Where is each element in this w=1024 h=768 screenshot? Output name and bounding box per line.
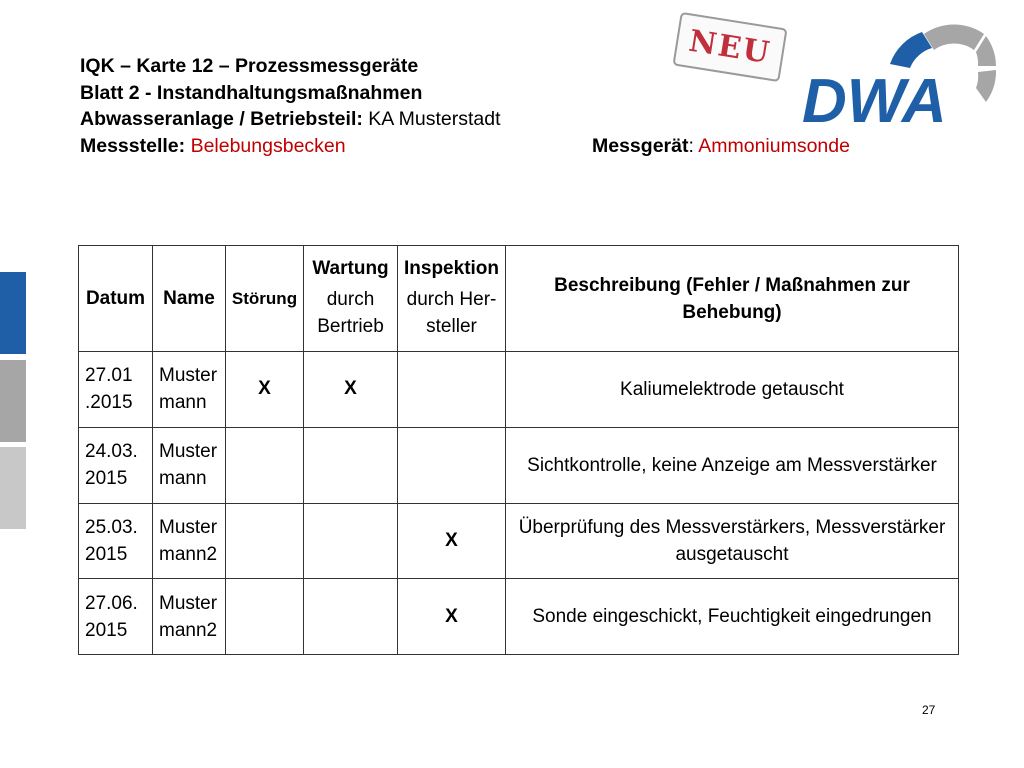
- cell-name: Muster mann: [153, 352, 226, 428]
- device-value: Ammoniumsonde: [698, 134, 850, 157]
- page-number: 27: [922, 703, 936, 717]
- sheet-title: Blatt 2 - Instandhaltungsmaßnahmen: [80, 81, 423, 104]
- cell-malfunction: [226, 503, 304, 579]
- header-maintenance: [304, 246, 398, 352]
- header-description: Beschreibung (Fehler / Maßnahmen zur Behebung): [506, 246, 959, 352]
- plant-line: [80, 106, 501, 133]
- cell-inspection: X: [398, 579, 506, 655]
- table-row: [79, 352, 959, 428]
- plant-value: KA Musterstadt: [368, 108, 501, 130]
- table-row: [79, 427, 959, 503]
- measuring-point-line: [80, 133, 850, 160]
- cell-date: 25.03. 2015: [79, 503, 153, 579]
- cell-maintenance: [304, 427, 398, 503]
- cell-date: 24.03. 2015: [79, 427, 153, 503]
- cell-inspection: [398, 427, 506, 503]
- device-label: Messgerät: [592, 134, 689, 157]
- cell-description: Überprüfung des Messverstärkers, Messverstärker ausgetauscht: [506, 503, 959, 579]
- header-maintenance-title: Wartung: [312, 257, 389, 279]
- cell-maintenance: [304, 503, 398, 579]
- cell-malfunction: [226, 579, 304, 655]
- header-name: Name: [153, 246, 226, 352]
- header-malfunction: Störung: [226, 246, 304, 352]
- side-accent-bar-grey: [0, 360, 26, 442]
- header-maintenance-sub: durch Bertrieb: [317, 288, 384, 337]
- cell-description: Kaliumelektrode getauscht: [506, 352, 959, 428]
- cell-name: Muster mann2: [153, 579, 226, 655]
- cell-description: Sichtkontrolle, keine Anzeige am Messverstärker: [506, 427, 959, 503]
- card-title: IQK – Karte 12 – Prozessmessgeräte: [80, 55, 419, 77]
- table-row: [79, 503, 959, 579]
- plant-label: Abwasseranlage / Betriebsteil:: [80, 108, 363, 130]
- cell-maintenance: [304, 579, 398, 655]
- card-header: [80, 53, 850, 159]
- cell-inspection: [398, 352, 506, 428]
- cell-malfunction: [226, 427, 304, 503]
- header-date: Datum: [79, 246, 153, 352]
- header-inspection-title: Inspektion: [404, 257, 500, 279]
- dwa-logo: [798, 14, 1002, 126]
- device-field: Messgerät: Ammoniumsonde: [592, 134, 850, 157]
- measuring-point-label: Messstelle:: [80, 134, 186, 157]
- side-accent-bar-lightgrey: [0, 447, 26, 529]
- measuring-point-value: Belebungsbecken: [190, 134, 346, 157]
- logo-text: DWA: [802, 67, 947, 126]
- new-stamp: NEU: [672, 12, 787, 82]
- cell-name: Muster mann: [153, 427, 226, 503]
- header-inspection-sub: durch Her-steller: [406, 288, 497, 337]
- cell-date: 27.01 .2015: [79, 352, 153, 428]
- cell-maintenance: X: [304, 352, 398, 428]
- maintenance-log-table: [78, 245, 959, 655]
- header-inspection: [398, 246, 506, 352]
- cell-inspection: X: [398, 503, 506, 579]
- cell-malfunction: X: [226, 352, 304, 428]
- side-accent-bar-blue: [0, 272, 26, 354]
- cell-name: Muster mann2: [153, 503, 226, 579]
- table-header-row: [79, 246, 959, 352]
- cell-description: Sonde eingeschickt, Feuchtigkeit eingedrungen: [506, 579, 959, 655]
- table-row: [79, 579, 959, 655]
- cell-date: 27.06. 2015: [79, 579, 153, 655]
